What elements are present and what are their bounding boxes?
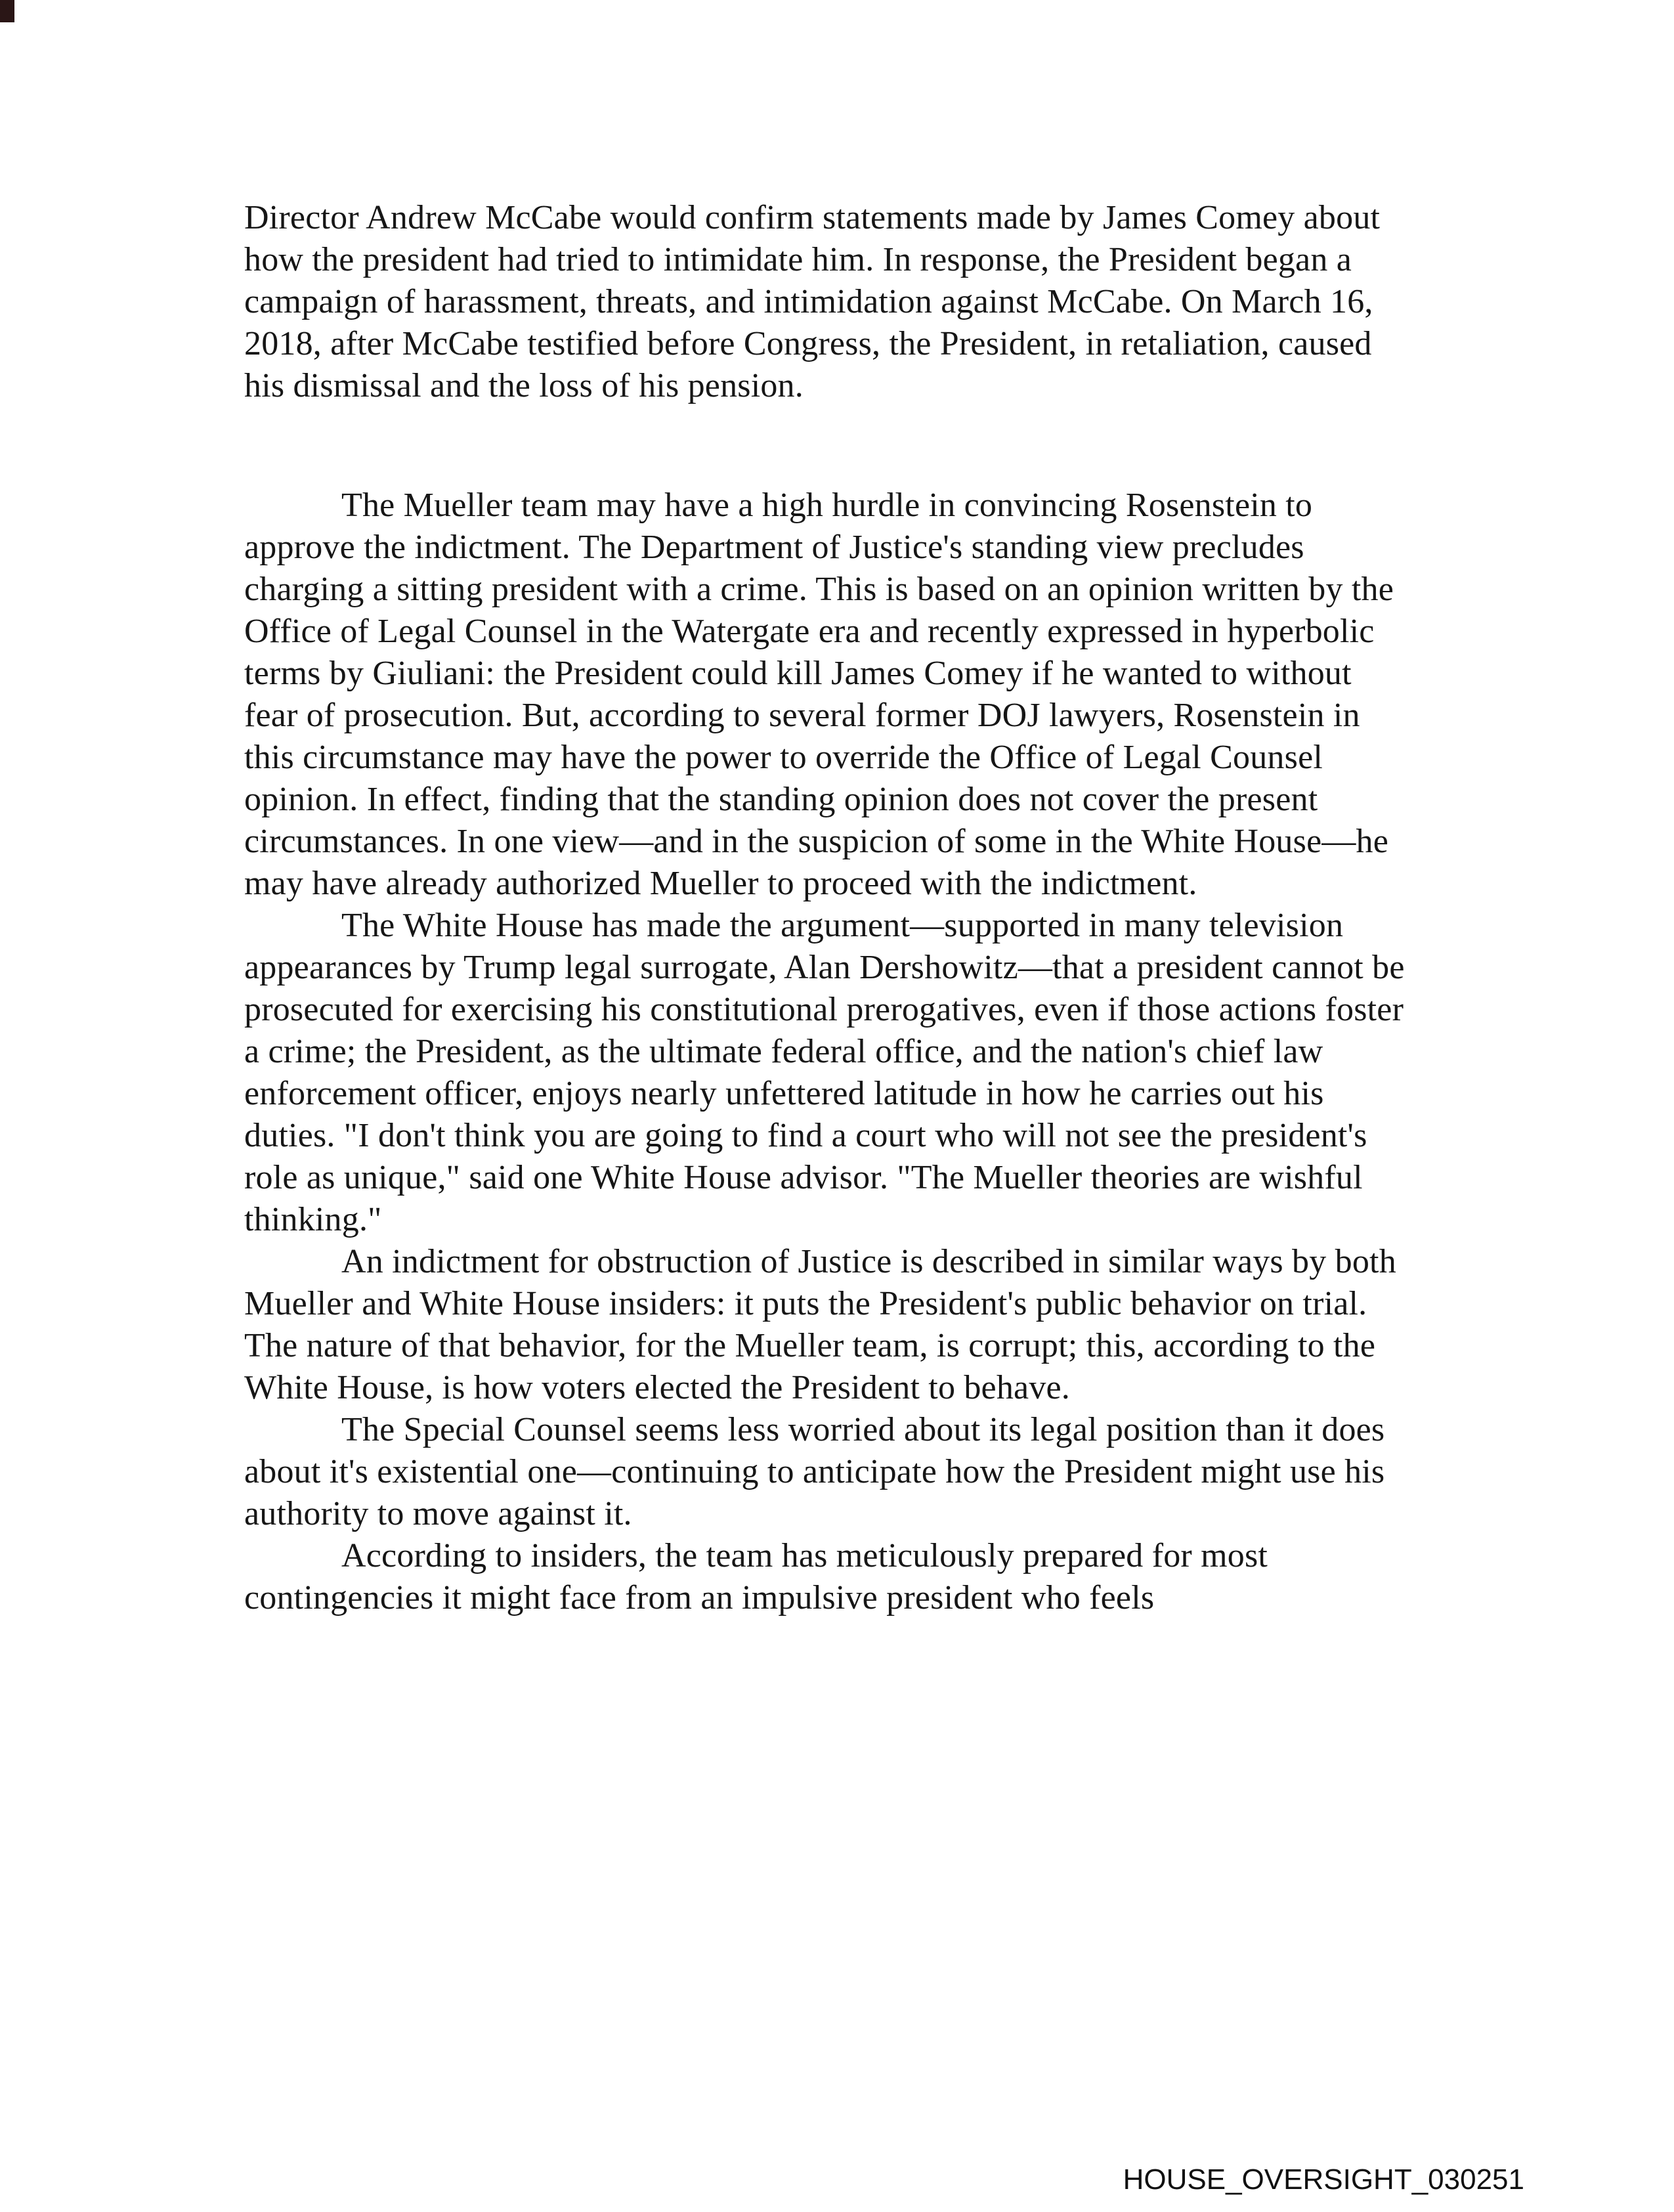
paragraph: According to insiders, the team has meticulously prepared for most contingencies it might face from an impulsive president who feels (244, 1537, 1268, 1616)
paragraph: The Special Counsel seems less worried about its legal position than it does about it's existential one—continuing to anticipate how the President might use his authority to move against it. (244, 1411, 1385, 1532)
document-body (244, 197, 1409, 1619)
scan-artifact (0, 0, 14, 22)
paragraph-continuation: Director Andrew McCabe would confirm statements made by James Comey about how the president had tried to intimidate him. In response, the President began a campaign of harassment, threats, and intimidation against McCabe. On March 16, 2018, after McCabe testified before Congress, the President, in retaliation, caused his dismissal and the loss of his pension. (244, 199, 1381, 404)
paragraph: An indictment for obstruction of Justice is described in similar ways by both Mueller and White House insiders: it puts the President's public behavior on trial. The nature of that behavior, for the Mueller team, is corrupt; this, according to the White House, is how voters elected the President to behave. (244, 1243, 1396, 1406)
bates-number: HOUSE_OVERSIGHT_030251 (1123, 2163, 1524, 2196)
paragraph: The Mueller team may have a high hurdle in convincing Rosenstein to approve the indictment. The Department of Justice's standing view precludes charging a sitting president with a crime. This is based on an opinion written by the Office of Legal Counsel in the Watergate era and recently expressed in hyperbolic terms by Giuliani: the President could kill James Comey if he wanted to without fear of prosecution. But, according to several former DOJ lawyers, Rosenstein in this circumstance may have the power to override the Office of Legal Counsel opinion. In effect, finding that the standing opinion does not cover the present circumstances. In one view—and in the suspicion of some in the White House—he may have already authorized Mueller to proceed with the indictment. (244, 487, 1394, 902)
paragraph: The White House has made the argument—supported in many television appearances by Trump legal surrogate, Alan Dershowitz—that a president cannot be prosecuted for exercising his constitutional prerogatives, even if those actions foster a crime; the President, as the ultimate federal office, and the nation's chief law enforcement officer, enjoys nearly unfettered latitude in how he carries out his duties. "I don't think you are going to find a court who will not see the president's role as unique," said one White House advisor. "The Mueller theories are wishful thinking." (244, 907, 1405, 1238)
